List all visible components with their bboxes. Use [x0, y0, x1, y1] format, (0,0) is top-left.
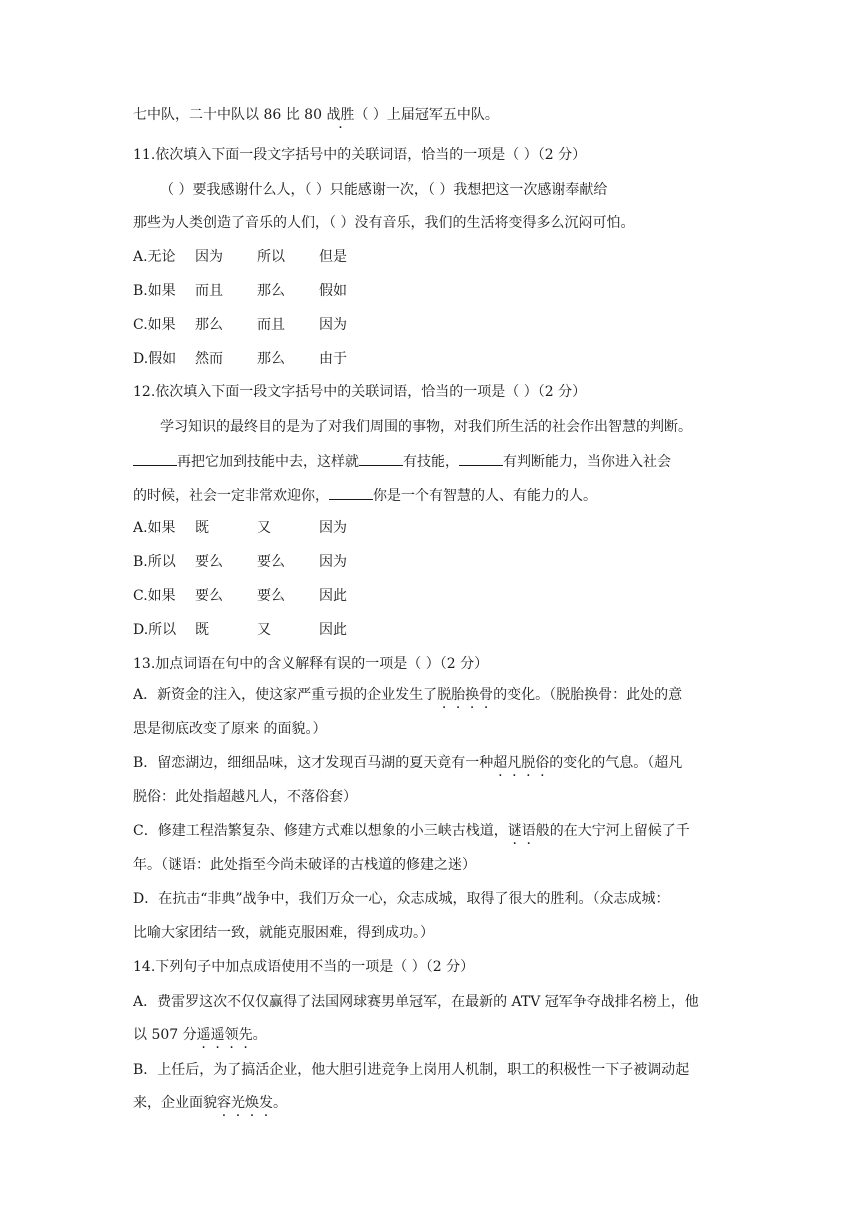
passage-line: 再把它加到技能中去，这样就 有技能， 有判断能力，当你进入社会: [133, 451, 671, 472]
option-d: D.所以 既 又 因此: [133, 622, 347, 638]
choice-d-line: D．在抗击“非典”战争中，我们万众一心，众志成城，取得了很大的胜利。（众志成城：: [133, 891, 670, 907]
fill-blank: [459, 451, 503, 466]
option-c: C.如果 那么 而且 因为: [133, 317, 347, 333]
fill-blank: [133, 451, 177, 466]
sentence-text: （ ）上届冠军五中队。: [354, 107, 499, 123]
choice-a-line: 思是彻底改变了原来 的面貌。）: [133, 721, 327, 737]
question-12-stem: 12.依次填入下面一段文字括号中的关联词语，恰当的一项是（ ）（2 分）: [133, 384, 587, 400]
passage-line: 学习知识的最终目的是为了对我们周围的事物，对我们所生活的社会作出智慧的判断。: [160, 419, 692, 435]
fill-blank: [359, 451, 403, 466]
choice-b-line: 来，企业面貌容光焕发。: [133, 1095, 287, 1111]
passage-line: 的时候，社会一定非常欢迎你， 你是一个有智慧的人、有能力的人。: [133, 485, 597, 506]
sentence-text: 七中队，二十中队以 86 比 80: [133, 107, 327, 123]
text-line: [133, 105, 499, 125]
choice-b-line: B．留恋湖边，细细品味，这才发现百马湖的夏天竟有一种超凡脱俗的变化的气息。（超凡: [133, 755, 683, 771]
choice-b-line: 脱俗：此处指超越凡人，不落俗套）: [133, 789, 357, 805]
question-13-stem: 13.加点词语在句中的含义解释有误的一项是（ ）（2 分）: [133, 656, 489, 672]
choice-a-line: A．新资金的注入，使这家严重亏损的企业发生了脱胎换骨的变化。（脱胎换骨：此处的意: [133, 687, 683, 703]
option-d: D.假如 然而 那么 由于: [133, 351, 347, 367]
choice-c-line: C．修建工程浩繁复杂、修建方式难以想象的小三峡古栈道，谜语般的在大宁河上留候了千: [133, 823, 690, 839]
option-a: A.如果 既 又 因为: [133, 520, 347, 536]
dotted-phrase: 遥遥领先: [196, 1027, 253, 1043]
passage-line: （ ）要我感谢什么人，（ ）只能感谢一次，（ ）我想把这一次感谢奉献给: [160, 182, 608, 198]
question-14-stem: 14.下列句子中加点成语使用不当的一项是（ ）（2 分）: [133, 959, 475, 975]
option-b: B.所以 要么 要么 因为: [133, 554, 347, 570]
passage-line: 那些为人类创造了音乐的人们，（ ）没有音乐，我们的生活将变得多么沉闷可怕。: [133, 215, 635, 231]
choice-a-line: A．费雷罗这次不仅仅赢得了法国网球赛男单冠军，在最新的 ATV 冠军争夺战排名榜上，他: [133, 994, 699, 1010]
dotted-phrase: 谜语: [507, 823, 536, 839]
fill-blank: [329, 485, 373, 500]
option-c: C.如果 要么 要么 因此: [133, 588, 347, 604]
dotted-phrase: 超凡脱俗: [493, 755, 550, 771]
dotted-phrase: 容光焕发: [217, 1095, 273, 1111]
option-a: A.无论 因为 所以 但是: [133, 249, 347, 265]
choice-c-line: 年。（谜语：此处指至今尚未破译的古栈道的修建之迷）: [133, 857, 476, 873]
dotted-phrase: 脱胎换骨: [437, 687, 494, 703]
option-b: B.如果 而且 那么 假如: [133, 283, 347, 299]
question-11-stem: 11.依次填入下面一段文字括号中的关联词语，恰当的一项是（ ）（2 分）: [133, 147, 587, 163]
choice-d-line: 比喻大家团结一致，就能克服困难，得到成功。）: [133, 925, 434, 941]
choice-a-line: 以 507 分遥遥领先。: [133, 1027, 267, 1043]
dotted-word: 战胜: [326, 107, 355, 123]
choice-b-line: B．上任后，为了搞活企业，他大胆引进竞争上岗用人机制，职工的积极性一下子被调动起: [133, 1062, 690, 1078]
